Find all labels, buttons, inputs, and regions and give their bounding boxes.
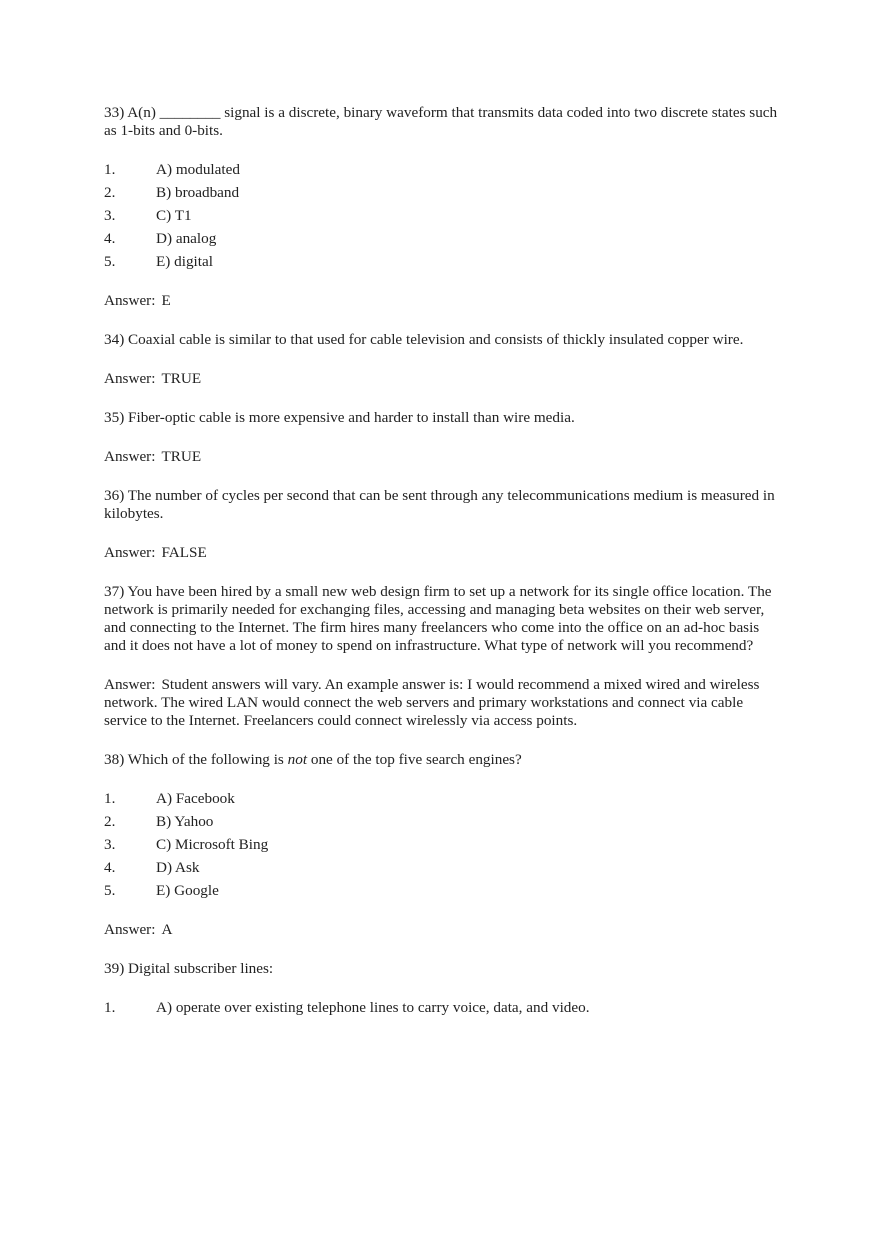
answer-38 bbox=[104, 921, 784, 939]
choice-number: 1. bbox=[104, 999, 116, 1017]
question-38-choices bbox=[104, 788, 784, 902]
question-33-choices bbox=[104, 159, 784, 273]
choice-number: 4. bbox=[104, 858, 116, 876]
choice-item bbox=[104, 227, 784, 250]
choice-number: 2. bbox=[104, 184, 116, 202]
choice-number: 3. bbox=[104, 206, 116, 224]
choice-number: 4. bbox=[104, 229, 116, 247]
question-39-choices bbox=[104, 997, 784, 1020]
choice-item bbox=[104, 788, 784, 811]
choice-item bbox=[104, 834, 784, 857]
answer-label: Answer: bbox=[104, 369, 156, 387]
answer-34 bbox=[104, 370, 784, 388]
answer-label: Answer: bbox=[104, 291, 156, 309]
answer-value: TRUE bbox=[161, 369, 202, 387]
choice-item bbox=[104, 811, 784, 834]
answer-value: A bbox=[161, 920, 173, 938]
choice-text: B) broadband bbox=[156, 184, 240, 202]
question-33: 33) A(n) ________ signal is a discrete, binary waveform that transmits data coded into two discrete states such as 1-bits and 0-bits. bbox=[104, 104, 778, 139]
choice-item bbox=[104, 879, 784, 902]
question-37: 37) You have been hired by a small new web design firm to set up a network for its single office location. The network is primarily needed for exchanging files, accessing and managing beta websites on their web server, and connecting to the Internet. The firm hires many freelancers who come into the office on an ad-hoc basis and it does not have a lot of money to spend on infrastructure. What type of network will you recommend? bbox=[104, 582, 772, 654]
question-38-text-start: 38) Which of the following is bbox=[104, 750, 288, 768]
choice-text: E) Google bbox=[156, 881, 219, 899]
answer-label: Answer: bbox=[104, 543, 156, 561]
answer-label: Answer: bbox=[104, 920, 156, 938]
question-34: 34) Coaxial cable is similar to that used for cable television and consists of thickly insulated copper wire. bbox=[104, 330, 744, 348]
choice-text: B) Yahoo bbox=[156, 813, 214, 831]
choice-number: 5. bbox=[104, 881, 116, 899]
choice-text: C) T1 bbox=[156, 206, 192, 224]
question-35: 35) Fiber-optic cable is more expensive and harder to install than wire media. bbox=[104, 408, 575, 426]
answer-label: Answer: bbox=[104, 675, 156, 693]
choice-text: A) operate over existing telephone lines to carry voice, data, and video. bbox=[156, 999, 590, 1017]
choice-number: 2. bbox=[104, 813, 116, 831]
answer-35 bbox=[104, 448, 784, 466]
question-38-text-end: one of the top five search engines? bbox=[307, 750, 522, 768]
choice-item bbox=[104, 159, 784, 182]
choice-item bbox=[104, 205, 784, 228]
answer-value: TRUE bbox=[161, 447, 202, 465]
answer-37 bbox=[104, 676, 784, 730]
choice-number: 5. bbox=[104, 252, 116, 270]
choice-number: 3. bbox=[104, 835, 116, 853]
document-page bbox=[104, 104, 784, 1020]
question-36: 36) The number of cycles per second that can be sent through any telecommunications medium is measured in kilobytes. bbox=[104, 486, 775, 522]
choice-item bbox=[104, 856, 784, 879]
answer-value: E bbox=[161, 291, 171, 309]
choice-number: 1. bbox=[104, 161, 116, 179]
choice-text: A) Facebook bbox=[156, 790, 235, 808]
choice-text: E) digital bbox=[156, 252, 213, 270]
choice-text: A) modulated bbox=[156, 161, 240, 179]
answer-value: FALSE bbox=[161, 543, 207, 561]
answer-value: Student answers will vary. An example answer is: I would recommend a mixed wired and wireless network. The wired LAN would connect the web servers and primary workstations and connect via cable service to the Internet. Freelancers could connect wirelessly via access points. bbox=[104, 675, 760, 729]
question-38 bbox=[104, 751, 784, 769]
choice-text: D) Ask bbox=[156, 858, 200, 876]
choice-item bbox=[104, 997, 784, 1020]
answer-36 bbox=[104, 544, 784, 562]
choice-item bbox=[104, 182, 784, 205]
choice-number: 1. bbox=[104, 790, 116, 808]
choice-item bbox=[104, 250, 784, 273]
choice-text: C) Microsoft Bing bbox=[156, 835, 269, 853]
answer-33 bbox=[104, 292, 784, 310]
choice-text: D) analog bbox=[156, 229, 217, 247]
answer-label: Answer: bbox=[104, 447, 156, 465]
question-38-emphasis: not bbox=[287, 750, 308, 768]
question-39: 39) Digital subscriber lines: bbox=[104, 959, 274, 977]
